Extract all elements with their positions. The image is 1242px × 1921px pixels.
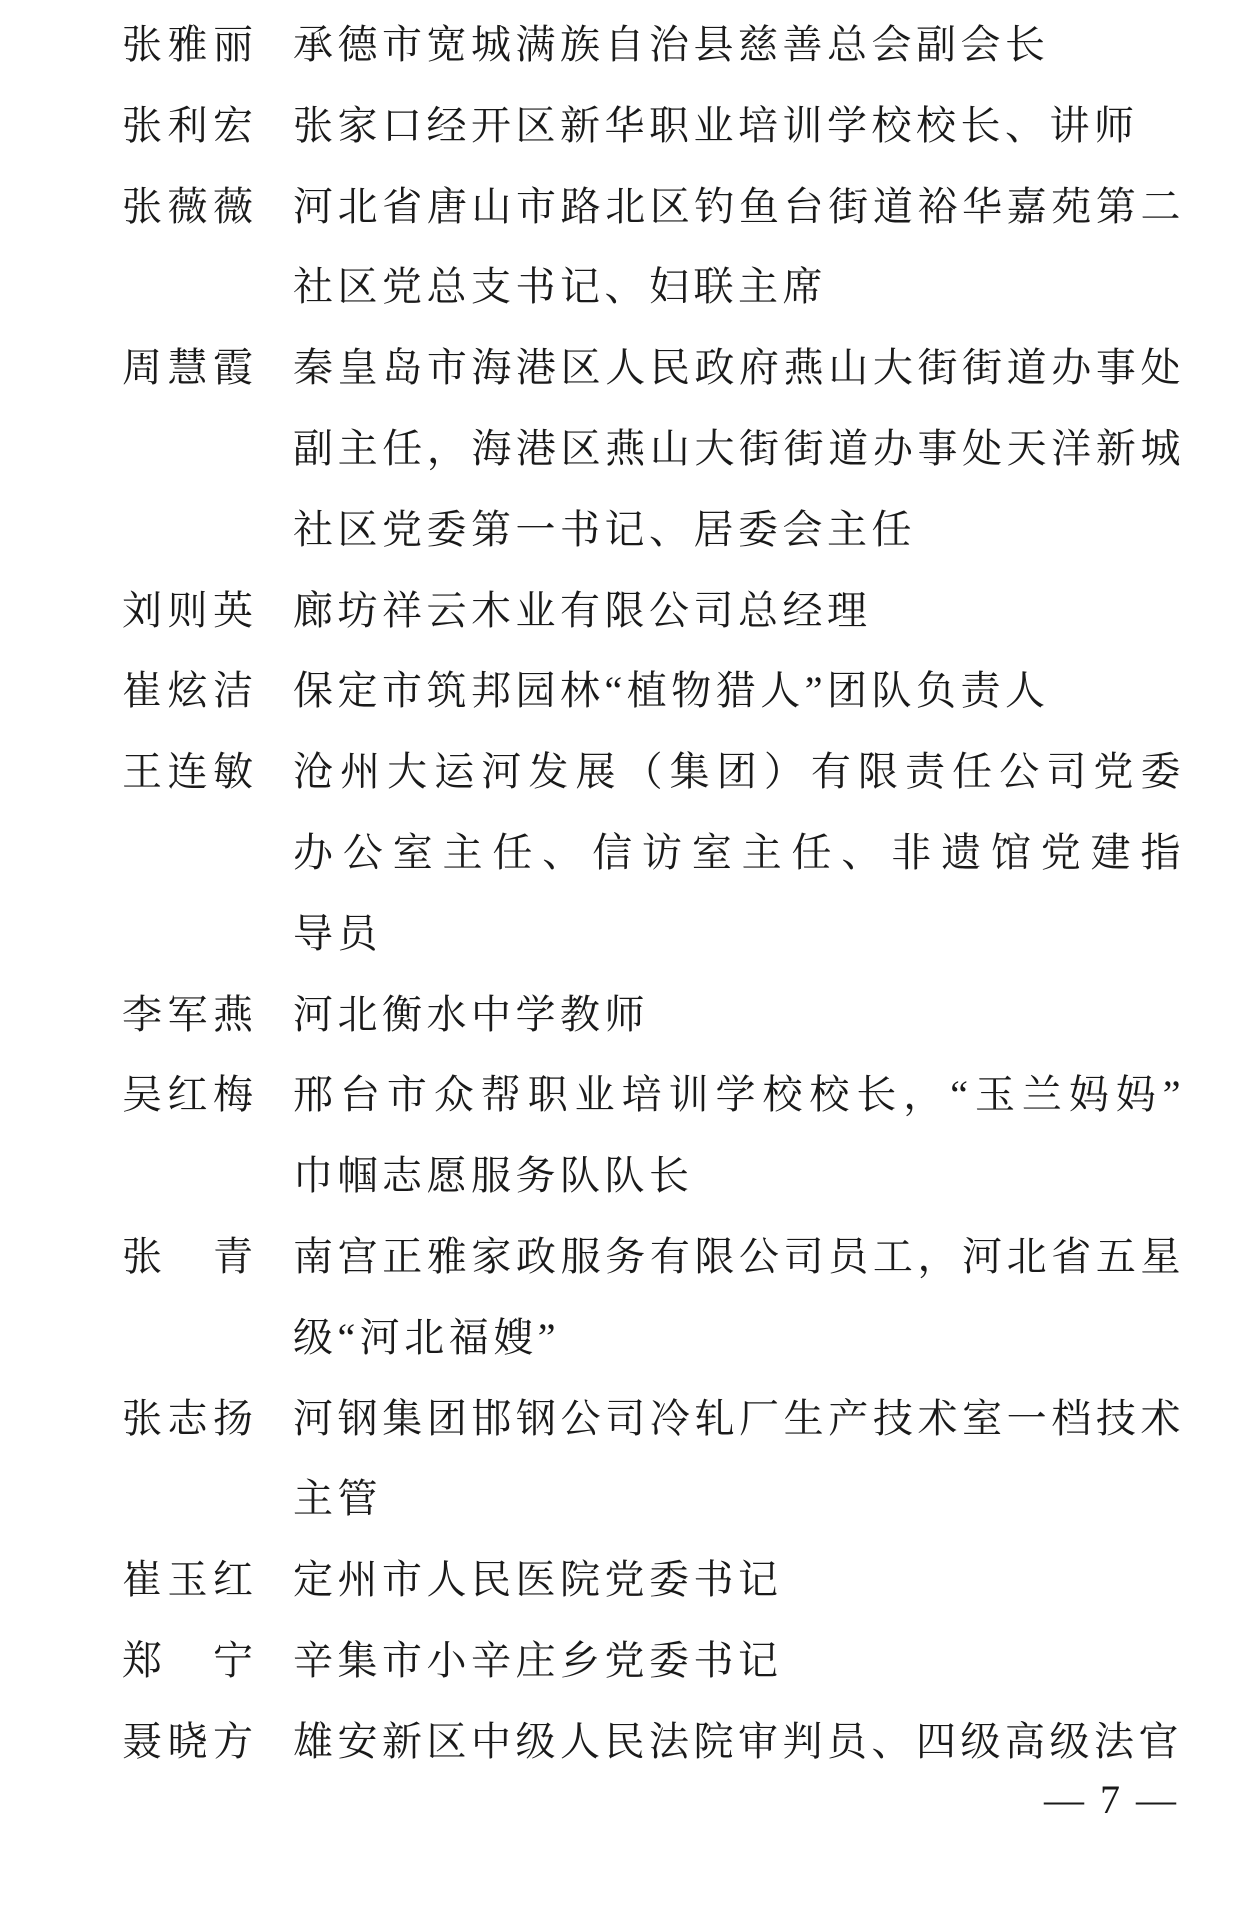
position-cell: [293, 5, 1185, 86]
position-line: 主管: [293, 1476, 382, 1522]
list-item: [122, 1540, 1185, 1621]
person-name: 崔玉红: [122, 1557, 253, 1603]
person-name: 崔炫洁: [122, 668, 253, 714]
position-line: 河钢集团邯钢公司冷轧厂生产技术室一档技术: [293, 1395, 1185, 1441]
position-line: 级“河北福嫂”: [293, 1314, 561, 1360]
person-name: 张利宏: [122, 102, 253, 148]
position-line: 沧州大运河发展（集团）有限责任公司党委: [293, 749, 1185, 795]
position-cell: [293, 328, 1185, 570]
position-cell: [293, 651, 1185, 732]
list-item: [122, 86, 1185, 167]
person-name: 张薇薇: [122, 183, 253, 229]
list-item: [122, 328, 1185, 570]
position-cell: [293, 732, 1185, 974]
position-line: 辛集市小辛庄乡党委书记: [293, 1637, 783, 1683]
list-item: [122, 651, 1185, 732]
position-line: 巾帼志愿服务队队长: [293, 1153, 694, 1199]
position-cell: [293, 86, 1185, 167]
list-item: [122, 1379, 1185, 1541]
position-line: 承德市宽城满族自治县慈善总会副会长: [293, 22, 1050, 67]
position-cell: [293, 571, 1185, 652]
list-item: [122, 732, 1185, 974]
person-name: 李军燕: [122, 991, 253, 1037]
list-item: [122, 1621, 1185, 1702]
position-line: 副主任，海港区燕山大街街道办事处天洋新城: [293, 425, 1185, 471]
list-item: [122, 1217, 1185, 1379]
position-line: 秦皇岛市海港区人民政府燕山大街街道办事处: [293, 345, 1185, 391]
list-item: [122, 1702, 1185, 1783]
position-line: 河北衡水中学教师: [293, 991, 649, 1037]
honor-roll-list: [122, 5, 1185, 1783]
person-name: 周慧霞: [122, 345, 253, 391]
position-line: 导员: [293, 910, 382, 956]
person-name: 聂晓方: [122, 1718, 253, 1764]
position-line: 社区党总支书记、妇联主席: [293, 264, 827, 310]
position-line: 廊坊祥云木业有限公司总经理: [293, 587, 872, 633]
position-line: 雄安新区中级人民法院审判员、四级高级法官: [293, 1718, 1183, 1764]
page-number: — 7 —: [1044, 1777, 1179, 1822]
position-cell: [293, 167, 1185, 329]
list-item: [122, 1055, 1185, 1217]
position-line: 办公室主任、信访室主任、非遗馆党建指: [293, 829, 1185, 875]
person-name: 张志扬: [122, 1395, 253, 1441]
person-name: 王连敏: [122, 749, 253, 795]
position-cell: [293, 1379, 1185, 1541]
person-name: 郑 宁: [122, 1637, 253, 1683]
position-line: 南宫正雅家政服务有限公司员工，河北省五星: [293, 1233, 1185, 1279]
position-line: 河北省唐山市路北区钓鱼台街道裕华嘉苑第二: [293, 183, 1185, 229]
position-line: 定州市人民医院党委书记: [293, 1557, 783, 1603]
list-item: [122, 571, 1185, 652]
position-line: 张家口经开区新华职业培训学校校长、讲师: [293, 102, 1139, 148]
person-name: 吴红梅: [122, 1072, 253, 1118]
position-cell: [293, 975, 1185, 1056]
position-cell: [293, 1055, 1185, 1217]
position-line: 邢台市众帮职业培训学校校长，“玉兰妈妈”: [293, 1072, 1185, 1118]
person-name: 张雅丽: [122, 22, 253, 67]
position-cell: [293, 1217, 1185, 1379]
person-name: 刘则英: [122, 587, 253, 633]
position-line: 保定市筑邦园林“植物猎人”团队负责人: [293, 668, 1050, 714]
position-cell: [293, 1621, 1185, 1702]
list-item: [122, 167, 1185, 329]
position-cell: [293, 1702, 1185, 1783]
list-item: [122, 975, 1185, 1056]
position-line: 社区党委第一书记、居委会主任: [293, 506, 916, 552]
position-cell: [293, 1540, 1185, 1621]
person-name: 张 青: [122, 1233, 253, 1279]
list-item: [122, 5, 1185, 86]
